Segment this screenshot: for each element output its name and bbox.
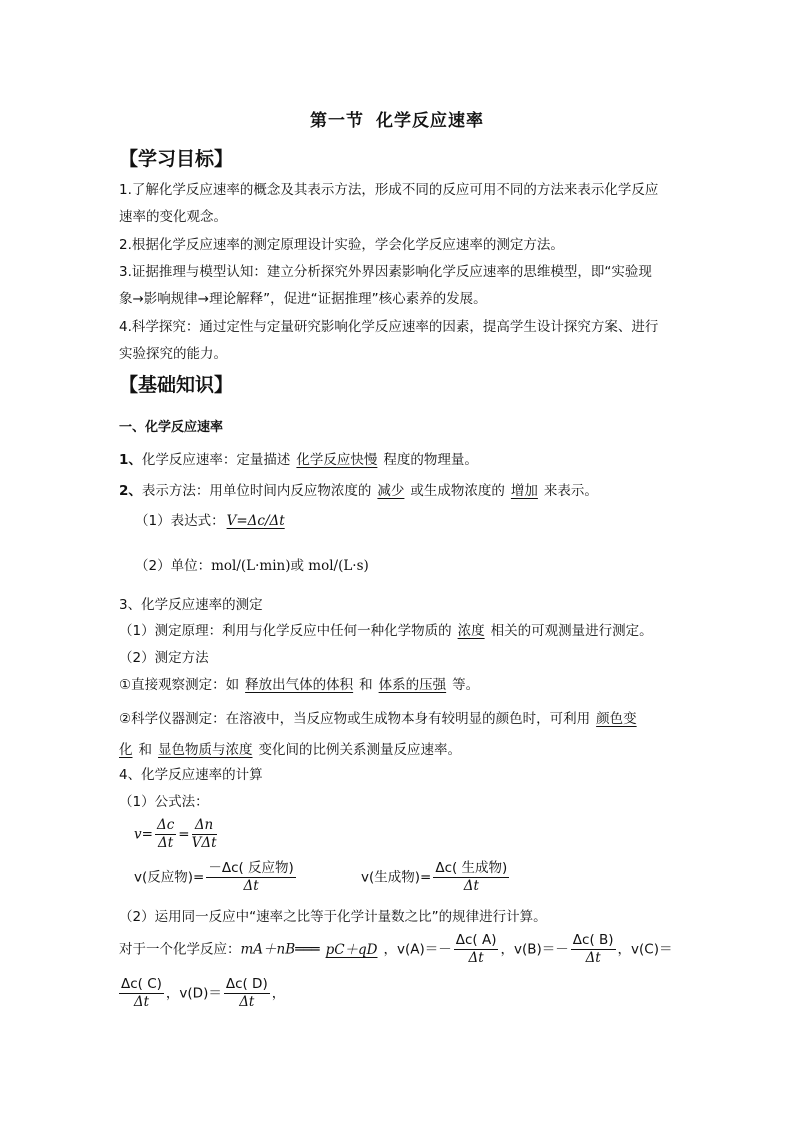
fraction-rate-a xyxy=(454,932,499,967)
fraction-reactant xyxy=(206,860,295,895)
fill-blank-answer: 释放出气体的体积 xyxy=(245,677,354,693)
instrument-measure-text-b: 和 xyxy=(138,742,152,758)
fraction-denominator: Δt xyxy=(468,950,484,966)
direct-observation-text-b: 和 xyxy=(359,677,373,693)
title-section-number: 第一节 xyxy=(310,111,364,131)
goals-heading: 【学习目标】 xyxy=(119,148,234,170)
ratio-rule-line: （2）运用同一反应中“速率之比等于化学计量数之比”的规律进行计算。 xyxy=(119,909,547,925)
paragraph-2-text-c: 来表示。 xyxy=(543,483,598,499)
direct-observation xyxy=(119,675,479,695)
fill-blank-answer: 显色物质与浓度 xyxy=(158,742,253,758)
basics-heading: 【基础知识】 xyxy=(119,374,234,396)
fraction-dc-dt xyxy=(155,817,176,852)
general-reaction-intro: 对于一个化学反应： xyxy=(119,941,241,958)
rate-definition-formula xyxy=(134,817,219,852)
goal-line-3: 2.根据化学反应速率的测定原理设计实验，学会化学反应速率的测定方法。 xyxy=(119,237,564,253)
goal-line-5: 象→影响规律→理论解释”，促进“证据推理”核心素养的发展。 xyxy=(119,291,487,307)
fraction-dn-vdt xyxy=(192,817,217,852)
goal-line-2: 速率的变化观念。 xyxy=(119,209,227,225)
fill-blank-answer: 化学反应快慢 xyxy=(296,452,378,468)
paragraph-1-number: 1、 xyxy=(119,452,142,468)
fraction-numerator: Δc( 生成物) xyxy=(435,860,508,876)
fraction-numerator: －Δc( 反应物) xyxy=(208,860,294,876)
general-reaction-line-1 xyxy=(119,932,672,967)
fraction-numerator: Δc xyxy=(156,817,175,833)
fraction-denominator: Δt xyxy=(133,994,150,1010)
product-rate-lhs: v(生成物)= xyxy=(361,869,432,886)
unit-label: （2）单位： xyxy=(135,558,212,574)
fraction-rate-b xyxy=(571,932,616,967)
fill-blank-answer: 化 xyxy=(119,742,133,758)
formula-v: v= xyxy=(134,826,153,843)
paragraph-3-heading: 3、化学反应速率的测定 xyxy=(119,597,263,613)
reactant-rate-lhs: v(反应物)= xyxy=(134,869,205,886)
direct-observation-text-c: 等。 xyxy=(452,677,480,693)
paragraph-2 xyxy=(119,481,598,501)
fill-blank-answer: 浓度 xyxy=(457,623,485,639)
rate-b-lhs: ，v(B)＝－ xyxy=(500,941,569,958)
goal-line-4: 3.证据推理与模型认知：建立分析探究外界因素影响化学反应速率的思维模型，即“实验现 xyxy=(119,264,652,280)
expression-label: （1）表达式： xyxy=(135,513,225,529)
measure-principle-text-b: 相关的可观测量进行测定。 xyxy=(490,623,653,639)
fraction-rate-d xyxy=(224,976,270,1011)
instrument-measure-text-c: 变化间的比例关系测量反应速率。 xyxy=(258,742,461,758)
title-text: 化学反应速率 xyxy=(376,111,484,131)
expression-formula: V=Δc/Δt xyxy=(226,513,285,529)
reactant-rate-formula xyxy=(134,860,298,895)
paragraph-1-text-a: 化学反应速率：定量描述 xyxy=(141,452,291,468)
product-rate-formula xyxy=(361,860,511,895)
subsection-heading: 一、化学反应速率 xyxy=(119,420,224,435)
fraction-rate-c xyxy=(119,976,164,1011)
paragraph-4-heading: 4、化学反应速率的计算 xyxy=(119,767,263,783)
trailing-comma: ， xyxy=(271,985,286,1002)
fraction-numerator: Δc( C) xyxy=(121,976,162,992)
direct-observation-text-a: ①直接观察测定：如 xyxy=(119,677,240,693)
rate-a-lhs: ，v(A)＝－ xyxy=(383,941,452,958)
measure-principle-text-a: （1）测定原理：利用与化学反应中任何一种化学物质的 xyxy=(119,623,452,639)
formula-method-heading: （1）公式法： xyxy=(119,794,209,810)
fill-blank-answer: 增加 xyxy=(510,483,538,499)
fraction-denominator: Δt xyxy=(585,950,601,966)
page-title xyxy=(0,106,794,131)
measure-principle xyxy=(119,621,653,641)
rate-d-lhs: ，v(D)＝ xyxy=(165,985,222,1002)
fraction-numerator: Δc( A) xyxy=(455,932,497,948)
paragraph-2-number: 2、 xyxy=(119,483,142,499)
fill-blank-answer: 颜色变 xyxy=(596,711,637,727)
instrument-measure-line-1 xyxy=(119,709,643,729)
paragraph-1-text-b: 程度的物理量。 xyxy=(383,452,478,468)
rate-c-lhs: ，v(C)＝ xyxy=(617,941,673,958)
paragraph-2-text-b: 或生成物浓度的 xyxy=(410,483,505,499)
fraction-denominator: Δt xyxy=(239,994,255,1010)
goal-line-7: 实验探究的能力。 xyxy=(119,346,227,362)
fraction-denominator: Δt xyxy=(243,878,259,894)
fill-blank-answer: 减少 xyxy=(377,483,405,499)
fraction-denominator: Δt xyxy=(463,878,479,894)
fill-blank-answer: pC＋qD xyxy=(325,941,378,958)
reaction-equation-lhs: mA＋nB═══ xyxy=(240,941,320,958)
goal-line-6: 4.科学探究：通过定性与定量研究影响化学反应速率的因素，提高学生设计探究方案、进行 xyxy=(119,319,659,335)
fill-blank-answer: 体系的压强 xyxy=(378,677,447,693)
fraction-numerator: Δn xyxy=(192,817,217,835)
fraction-numerator: Δc( D) xyxy=(225,976,268,992)
paragraph-2-text-a: 表示方法：用单位时间内反应物浓度的 xyxy=(141,483,372,499)
paragraph-1 xyxy=(119,450,478,470)
unit-line xyxy=(135,556,369,576)
instrument-measure-line-2 xyxy=(119,740,461,760)
measure-method-heading: （2）测定方法 xyxy=(119,650,209,666)
fraction-denominator: VΔt xyxy=(191,835,217,851)
goal-line-1: 1.了解化学反应速率的概念及其表示方法，形成不同的反应可用不同的方法来表示化学反应 xyxy=(119,182,659,198)
expression-line xyxy=(135,511,287,531)
unit-value: mol/(L·min)或 mol/(L·s) xyxy=(211,558,369,574)
fraction-denominator: Δt xyxy=(158,835,174,851)
fraction-numerator: Δc( B) xyxy=(572,932,614,948)
fraction-product xyxy=(433,860,509,895)
general-reaction-line-2 xyxy=(119,976,285,1011)
formula-equals: = xyxy=(178,826,190,843)
instrument-measure-text-a: ②科学仪器测定：在溶液中，当反应物或生成物本身有较明显的颜色时，可利用 xyxy=(119,711,591,727)
